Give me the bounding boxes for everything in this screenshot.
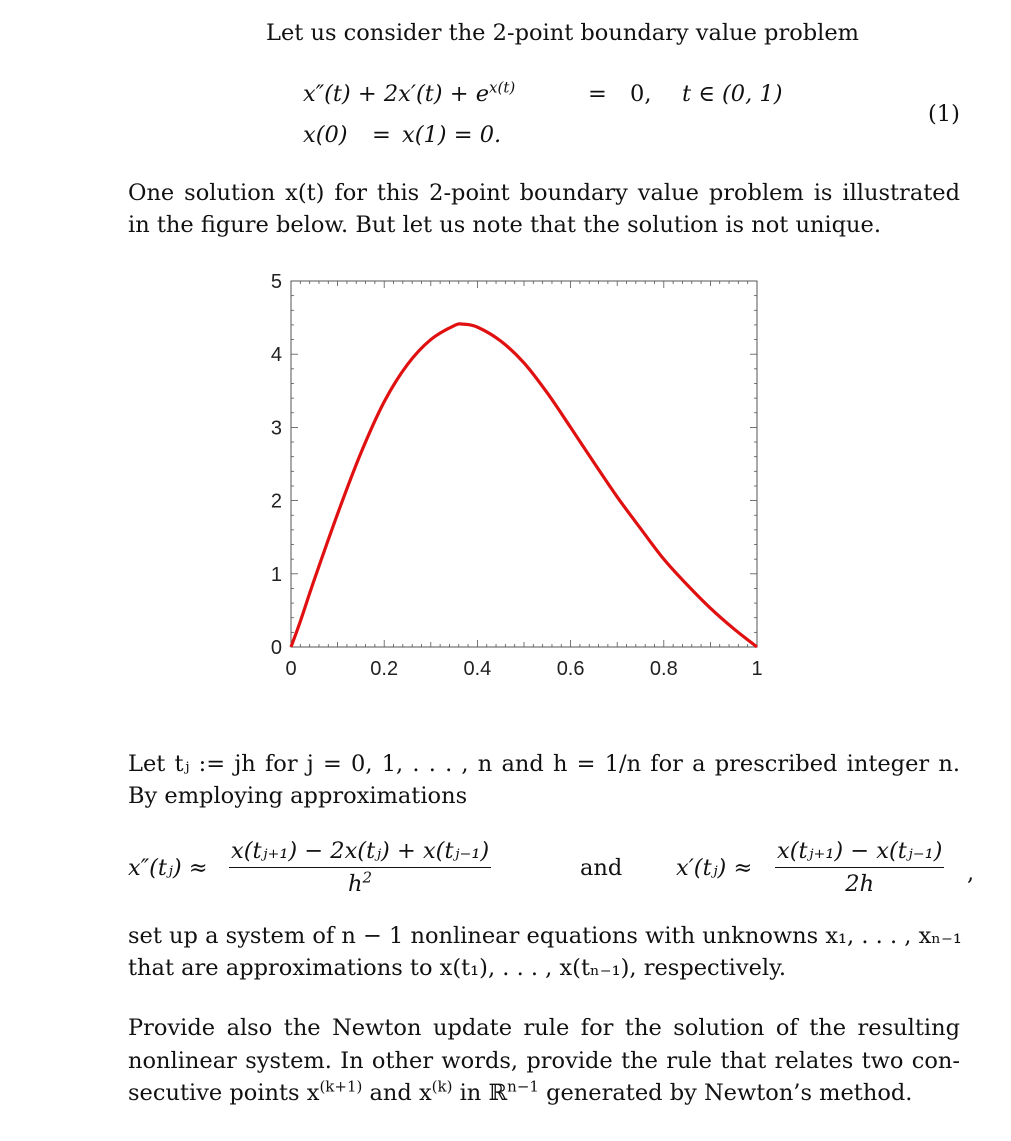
x-tick-label: 0.6: [556, 658, 585, 680]
approx-den1: h: [348, 871, 363, 897]
approx-den1-exponent: 2: [362, 868, 373, 887]
y-tick-label: 3: [270, 417, 282, 440]
plot-frame: [291, 281, 757, 647]
x-tick-label: 0.8: [649, 658, 678, 680]
approx-den2: 2h: [845, 871, 875, 897]
approx-num1: x(tⱼ₊₁) − 2x(tⱼ) + x(tⱼ₋₁): [229, 838, 491, 868]
eq1-label: (1): [928, 101, 960, 127]
eq1-row1-lhs: x″(t) + 2x′(t) + e: [303, 81, 490, 107]
para2-line2: By employing approximations: [128, 783, 468, 809]
para4-line3: secutive points $x^{(k+1)}$ and $x^{(k)}$ in ℝ$^{n-1}$ generated by Newton’s method.: [128, 1077, 913, 1106]
intro-text: Let us consider the 2-point boundary value problem: [266, 20, 859, 46]
y-tick-label: 1: [270, 563, 282, 586]
approx-fraction2: [775, 838, 944, 897]
y-tick-label: 5: [270, 271, 282, 293]
para1-line2: in the figure below. But let us note that the solution is not unique.: [128, 212, 881, 238]
y-tick-label: 2: [270, 490, 282, 513]
para3-line2: that are approximations to x(t₁), . . . , x(tₙ₋₁), respectively.: [128, 955, 786, 981]
approx-num2: x(tⱼ₊₁) − x(tⱼ₋₁): [775, 838, 944, 868]
y-tick-label: 0: [270, 637, 282, 659]
series-line-solution: [291, 324, 757, 647]
eq1-row2-lhs: x(0): [303, 122, 348, 148]
x-tick-label: 1: [751, 658, 763, 680]
x-tick-label: 0: [285, 658, 297, 680]
solution-chart: [250, 262, 780, 692]
eq1-row2-rhs: x(1) = 0.: [402, 122, 502, 148]
eq1-row1-equals: =: [588, 81, 607, 107]
para4-line2: nonlinear system. In other words, provide the rule that relates two con-: [128, 1048, 960, 1074]
eq1-row1-rhs: 0,: [630, 81, 652, 107]
para4-line1: Provide also the Newton update rule for the solution of the resulting: [128, 1015, 960, 1041]
approx-lhs2: x′(tⱼ) ≈: [676, 855, 753, 881]
x-tick-label: 0.4: [463, 658, 492, 680]
eq1-row2-equals: =: [372, 122, 391, 148]
approx-trailing-comma: ,: [967, 860, 975, 886]
approx-fraction1: [229, 838, 491, 897]
para2-line1: Let tⱼ := jh for j = 0, 1, . . . , n and h = 1/n for a prescribed integer n.: [128, 751, 960, 777]
eq1-row1-domain: t ∈ (0, 1): [682, 81, 783, 107]
eq1-row1-exponent: x(t): [489, 78, 516, 97]
approx-lhs1: x″(tⱼ) ≈: [128, 855, 208, 881]
x-tick-label: 0.2: [370, 658, 399, 680]
para3-line1: set up a system of n − 1 nonlinear equations with unknowns x₁, . . . , xₙ₋₁: [128, 923, 962, 949]
y-tick-label: 4: [270, 344, 282, 367]
approx-and: and: [580, 855, 623, 881]
para1-line1: One solution x(t) for this 2-point boundary value problem is illustrated: [128, 180, 960, 206]
